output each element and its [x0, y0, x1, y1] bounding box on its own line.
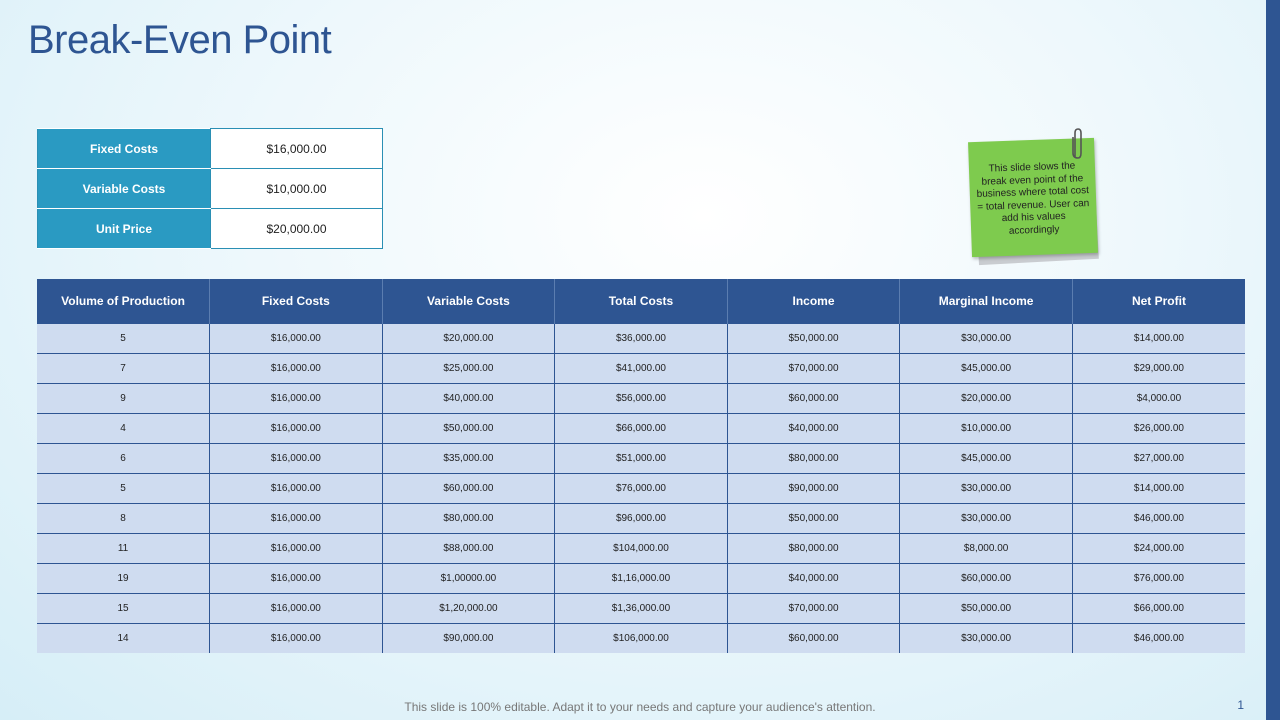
paperclip-icon — [1070, 127, 1086, 161]
table-cell[interactable]: $66,000.00 — [1072, 594, 1245, 624]
table-cell[interactable]: 7 — [37, 354, 210, 384]
summary-label: Unit Price — [38, 209, 211, 249]
slide-accent-bar — [1266, 0, 1280, 720]
table-cell[interactable]: $24,000.00 — [1072, 534, 1245, 564]
table-cell[interactable]: $29,000.00 — [1072, 354, 1245, 384]
table-cell[interactable]: $80,000.00 — [382, 504, 555, 534]
sticky-note-text: This slide slows the break even point of the business where total cost = total revenue. User can add his values accordingly — [976, 160, 1090, 237]
table-cell[interactable]: $14,000.00 — [1072, 474, 1245, 504]
table-cell[interactable]: $26,000.00 — [1072, 414, 1245, 444]
table-row — [37, 534, 1245, 564]
table-cell[interactable]: $35,000.00 — [382, 444, 555, 474]
table-row — [37, 414, 1245, 444]
table-cell[interactable]: $60,000.00 — [727, 624, 900, 654]
table-row — [37, 474, 1245, 504]
table-cell[interactable]: $1,36,000.00 — [555, 594, 728, 624]
table-cell[interactable]: 5 — [37, 474, 210, 504]
table-cell[interactable]: $90,000.00 — [727, 474, 900, 504]
summary-label: Variable Costs — [38, 169, 211, 209]
table-row — [37, 624, 1245, 654]
table-cell[interactable]: $66,000.00 — [555, 414, 728, 444]
summary-row-variable-costs — [38, 169, 383, 209]
table-cell[interactable]: $8,000.00 — [900, 534, 1073, 564]
table-cell[interactable]: $40,000.00 — [727, 564, 900, 594]
summary-row-fixed-costs — [38, 129, 383, 169]
table-cell[interactable]: $60,000.00 — [382, 474, 555, 504]
table-cell[interactable]: $1,20,000.00 — [382, 594, 555, 624]
column-header: Net Profit — [1072, 279, 1245, 324]
column-header: Total Costs — [555, 279, 728, 324]
table-cell[interactable]: 4 — [37, 414, 210, 444]
table-cell[interactable]: 6 — [37, 444, 210, 474]
table-cell[interactable]: $1,00000.00 — [382, 564, 555, 594]
table-cell[interactable]: $14,000.00 — [1072, 324, 1245, 354]
table-cell[interactable]: $16,000.00 — [210, 324, 383, 354]
table-cell[interactable]: $51,000.00 — [555, 444, 728, 474]
table-row — [37, 564, 1245, 594]
column-header: Volume of Production — [37, 279, 210, 324]
summary-value[interactable]: $10,000.00 — [211, 169, 383, 209]
table-cell[interactable]: $25,000.00 — [382, 354, 555, 384]
table-cell[interactable]: $90,000.00 — [382, 624, 555, 654]
table-row — [37, 594, 1245, 624]
table-cell[interactable]: $41,000.00 — [555, 354, 728, 384]
table-cell[interactable]: $88,000.00 — [382, 534, 555, 564]
table-cell[interactable]: $50,000.00 — [727, 324, 900, 354]
column-header: Income — [727, 279, 900, 324]
table-cell[interactable]: $30,000.00 — [900, 474, 1073, 504]
table-cell[interactable]: $16,000.00 — [210, 384, 383, 414]
table-cell[interactable]: $106,000.00 — [555, 624, 728, 654]
table-row — [37, 354, 1245, 384]
column-header: Marginal Income — [900, 279, 1073, 324]
footer-caption: This slide is 100% editable. Adapt it to your needs and capture your audience's attention. — [404, 700, 876, 714]
page-number: 1 — [1237, 698, 1244, 712]
table-row — [37, 324, 1245, 354]
table-cell[interactable]: $46,000.00 — [1072, 624, 1245, 654]
table-cell[interactable]: $30,000.00 — [900, 504, 1073, 534]
table-cell[interactable]: 9 — [37, 384, 210, 414]
table-cell[interactable]: $40,000.00 — [382, 384, 555, 414]
table-cell[interactable]: 11 — [37, 534, 210, 564]
table-cell[interactable]: $1,16,000.00 — [555, 564, 728, 594]
table-row — [37, 444, 1245, 474]
table-cell[interactable]: $16,000.00 — [210, 444, 383, 474]
table-cell[interactable]: $60,000.00 — [727, 384, 900, 414]
summary-value[interactable]: $20,000.00 — [211, 209, 383, 249]
table-cell[interactable]: $10,000.00 — [900, 414, 1073, 444]
table-cell[interactable]: $80,000.00 — [727, 534, 900, 564]
table-cell[interactable]: $76,000.00 — [1072, 564, 1245, 594]
table-row — [37, 504, 1245, 534]
summary-row-unit-price — [38, 209, 383, 249]
summary-value[interactable]: $16,000.00 — [211, 129, 383, 169]
table-cell[interactable]: 19 — [37, 564, 210, 594]
table-cell[interactable]: $16,000.00 — [210, 474, 383, 504]
table-cell[interactable]: $16,000.00 — [210, 504, 383, 534]
column-header: Variable Costs — [382, 279, 555, 324]
table-cell[interactable]: $50,000.00 — [382, 414, 555, 444]
table-cell[interactable]: $50,000.00 — [900, 594, 1073, 624]
table-cell[interactable]: $40,000.00 — [727, 414, 900, 444]
table-cell[interactable]: $4,000.00 — [1072, 384, 1245, 414]
table-cell[interactable]: $16,000.00 — [210, 624, 383, 654]
table-cell[interactable]: $30,000.00 — [900, 324, 1073, 354]
break-even-table — [37, 279, 1245, 653]
table-cell[interactable]: 5 — [37, 324, 210, 354]
table-cell[interactable]: $70,000.00 — [727, 594, 900, 624]
table-cell[interactable]: $16,000.00 — [210, 354, 383, 384]
table-header-row — [37, 279, 1245, 324]
table-cell[interactable]: $16,000.00 — [210, 414, 383, 444]
table-cell[interactable]: $16,000.00 — [210, 564, 383, 594]
table-cell[interactable]: $96,000.00 — [555, 504, 728, 534]
table-cell[interactable]: $16,000.00 — [210, 594, 383, 624]
cost-summary-table — [37, 128, 383, 249]
table-cell[interactable]: $30,000.00 — [900, 624, 1073, 654]
table-cell[interactable]: $36,000.00 — [555, 324, 728, 354]
column-header: Fixed Costs — [210, 279, 383, 324]
table-cell[interactable]: $104,000.00 — [555, 534, 728, 564]
table-cell[interactable]: $56,000.00 — [555, 384, 728, 414]
table-cell[interactable]: $50,000.00 — [727, 504, 900, 534]
table-cell[interactable]: $16,000.00 — [210, 534, 383, 564]
table-cell[interactable]: $45,000.00 — [900, 354, 1073, 384]
table-cell[interactable]: $45,000.00 — [900, 444, 1073, 474]
table-cell[interactable]: $60,000.00 — [900, 564, 1073, 594]
table-cell[interactable]: $20,000.00 — [382, 324, 555, 354]
table-cell[interactable]: $70,000.00 — [727, 354, 900, 384]
summary-label: Fixed Costs — [38, 129, 211, 169]
table-cell[interactable]: 8 — [37, 504, 210, 534]
table-cell[interactable]: $76,000.00 — [555, 474, 728, 504]
page-title: Break-Even Point — [28, 18, 332, 62]
table-cell[interactable]: $80,000.00 — [727, 444, 900, 474]
table-cell[interactable]: $20,000.00 — [900, 384, 1073, 414]
table-cell[interactable]: 15 — [37, 594, 210, 624]
table-cell[interactable]: $46,000.00 — [1072, 504, 1245, 534]
table-cell[interactable]: 14 — [37, 624, 210, 654]
table-cell[interactable]: $27,000.00 — [1072, 444, 1245, 474]
table-row — [37, 384, 1245, 414]
